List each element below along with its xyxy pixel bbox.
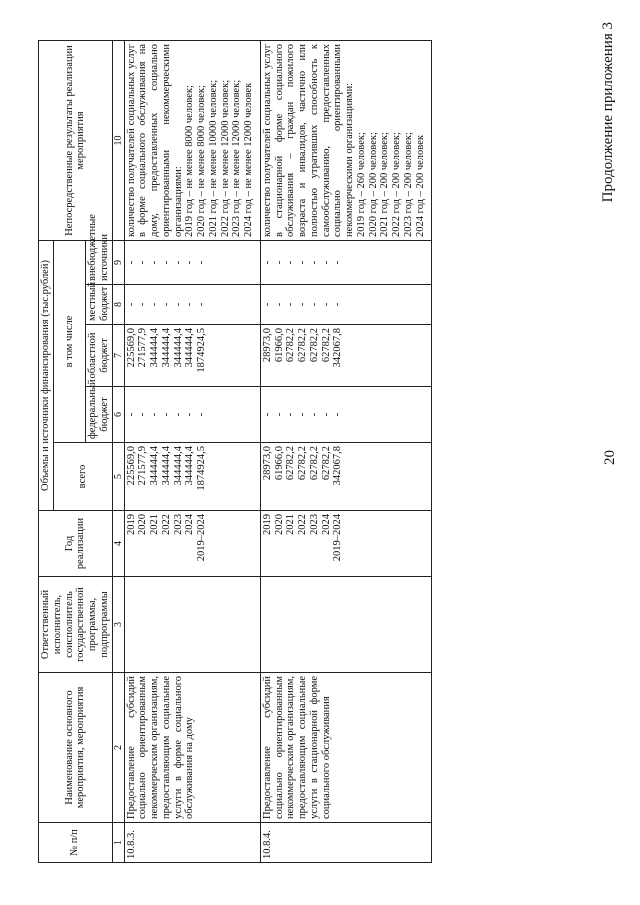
table-row: [260, 40, 427, 862]
extrabudget-cell: -: [196, 260, 208, 265]
year-cell: 2020: [273, 514, 285, 535]
federal-cell: -: [137, 412, 149, 417]
total-cell: 344444,4: [184, 446, 196, 486]
year-cell: 2023: [308, 514, 320, 535]
spacer-cell: [427, 823, 432, 863]
local-cell: -: [160, 302, 172, 307]
year-cell-list: [124, 511, 256, 577]
local-cell: -: [308, 302, 320, 307]
result-line: 2020 год – не менее 8000 человек;: [196, 85, 208, 237]
result-intro: количество получателей социальных услуг в форме социального обслуживания на дому, предоставленных социально ориентированными некоммерческими организациями:: [125, 43, 184, 237]
year-cell: 2019–2024: [196, 514, 208, 562]
total-cell-list: [124, 443, 256, 511]
header-num: № п/п: [39, 823, 113, 863]
year-cell: 2021: [149, 514, 161, 535]
local-cell: -: [149, 302, 161, 307]
result-intro: количество получателей социальных услуг в стационарной форме социального обслуживания – граждан пожилого возраста и инвалидов, частично или полностью утративших способность к самообслуживанию, предоставленных социально ориентированными некоммерческими организациями:: [261, 43, 356, 237]
local-cell: -: [184, 302, 196, 307]
extrabudget-cell: -: [332, 260, 344, 265]
local-cell: -: [285, 302, 297, 307]
spacer-cell: [427, 40, 432, 240]
total-cell: 62782,2: [285, 446, 297, 481]
regional-cell: 271577,9: [137, 328, 149, 368]
header-federal: федеральный бюджет: [86, 387, 113, 443]
local-cell-list: [260, 285, 427, 325]
federal-cell: -: [125, 412, 137, 417]
extrabudget-cell-list: [124, 240, 256, 284]
header-including: в том числе: [53, 240, 85, 442]
header-row-1: [39, 40, 54, 862]
federal-cell-list: [260, 387, 427, 443]
appendix-label: Продолжение приложения 3: [600, 22, 616, 203]
col-number: 10: [112, 40, 124, 240]
total-cell: 1874924,5: [196, 446, 208, 491]
result-line: 2023 год – не менее 12000 человек;: [231, 79, 243, 237]
regional-cell: 62782,2: [285, 328, 297, 363]
header-total: всего: [53, 443, 112, 511]
year-cell: 2019: [261, 514, 273, 535]
result-cell: [124, 40, 256, 240]
header-funding: Объемы и источники финансирования (тыс.рублей): [39, 240, 54, 510]
year-cell: 2023: [172, 514, 184, 535]
total-cell-list: [260, 443, 427, 511]
col-number: 9: [112, 240, 124, 284]
federal-cell: -: [308, 412, 320, 417]
col-number: 2: [112, 673, 124, 823]
local-cell: -: [332, 302, 344, 307]
year-cell: 2024: [320, 514, 332, 535]
federal-cell: -: [285, 412, 297, 417]
total-cell: 62782,2: [308, 446, 320, 481]
executor: [124, 577, 256, 673]
result-line: 2021 год – 200 человек;: [379, 132, 391, 237]
extrabudget-cell-list: [260, 240, 427, 284]
regional-cell: 344444,4: [172, 328, 184, 368]
column-number-row: [112, 40, 124, 862]
col-number: 6: [112, 387, 124, 443]
result-line: 2020 год – 200 человек;: [367, 132, 379, 237]
row-spacer: [427, 40, 432, 862]
year-cell: 2022: [160, 514, 172, 535]
regional-cell: 28973,0: [261, 328, 273, 363]
total-cell: 28973,0: [261, 446, 273, 481]
federal-cell-list: [124, 387, 256, 443]
extrabudget-cell: -: [125, 260, 137, 265]
local-cell: -: [261, 302, 273, 307]
year-cell-list: [260, 511, 427, 577]
col-number: 4: [112, 511, 124, 577]
header-result: Непосредственные результаты реализации мероприятия: [39, 40, 113, 240]
spacer-cell: [427, 443, 432, 511]
measure-name: Предоставление субсидий социально ориентированным некоммерческим организациям, предоставляющим социальные услуги в стационарной форме социального обслуживания: [260, 673, 427, 823]
total-cell: 344444,4: [160, 446, 172, 486]
header-local: местный бюджет: [86, 285, 113, 325]
total-cell: 62782,2: [297, 446, 309, 481]
year-cell: 2019–2024: [332, 514, 344, 562]
year-cell: 2020: [137, 514, 149, 535]
regional-cell: 225569,0: [125, 328, 137, 368]
header-year: Год реализации: [39, 511, 113, 577]
measure-name: Предоставление субсидий социально ориентированным некоммерческим организациям, предоставляющим социальные услуги в форме социального обслуживания на дому: [124, 673, 256, 823]
page-number: 20: [602, 450, 618, 465]
col-number: 3: [112, 577, 124, 673]
result-line: 2019 год – 260 человек;: [355, 132, 367, 237]
federal-cell: -: [184, 412, 196, 417]
regional-cell: 344444,4: [149, 328, 161, 368]
year-cell: 2024: [184, 514, 196, 535]
result-line: 2022 год – 200 человек;: [391, 132, 403, 237]
local-cell-list: [124, 285, 256, 325]
federal-cell: -: [196, 412, 208, 417]
local-cell: -: [273, 302, 285, 307]
total-cell: 342067,8: [332, 446, 344, 486]
regional-cell-list: [124, 325, 256, 387]
extrabudget-cell: -: [308, 260, 320, 265]
regional-cell: 342067,8: [332, 328, 344, 368]
result-line: 2024 год – 200 человек: [414, 135, 426, 237]
header-name: Наименование основного мероприятия, мероприятия: [39, 673, 113, 823]
header-executor: Ответственный исполнитель, соисполнитель государственной программы, подпрограммы: [39, 577, 113, 673]
header-regional: областной бюджет: [86, 325, 113, 387]
local-cell: -: [297, 302, 309, 307]
extrabudget-cell: -: [172, 260, 184, 265]
spacer-cell: [427, 511, 432, 577]
federal-cell: -: [297, 412, 309, 417]
extrabudget-cell: -: [273, 260, 285, 265]
spacer-cell: [427, 240, 432, 284]
regional-cell: 62782,2: [320, 328, 332, 363]
regional-cell-list: [260, 325, 427, 387]
total-cell: 344444,4: [149, 446, 161, 486]
federal-cell: -: [332, 412, 344, 417]
extrabudget-cell: -: [285, 260, 297, 265]
local-cell: -: [172, 302, 184, 307]
extrabudget-cell: -: [160, 260, 172, 265]
regional-cell: 344444,4: [184, 328, 196, 368]
extrabudget-cell: -: [297, 260, 309, 265]
col-number: 7: [112, 325, 124, 387]
spacer-cell: [427, 387, 432, 443]
year-cell: 2021: [285, 514, 297, 535]
executor: [260, 577, 427, 673]
row-number: 10.8.4.: [260, 823, 427, 863]
total-cell: 344444,4: [172, 446, 184, 486]
result-cell: [260, 40, 427, 240]
result-line: 2024 год – не менее 12000 человек: [243, 82, 255, 237]
local-cell: -: [137, 302, 149, 307]
spacer-cell: [427, 285, 432, 325]
extrabudget-cell: -: [184, 260, 196, 265]
year-cell: 2022: [297, 514, 309, 535]
extrabudget-cell: -: [149, 260, 161, 265]
federal-cell: -: [160, 412, 172, 417]
result-line: 2019 год – не менее 8000 человек;: [184, 85, 196, 237]
spacer-cell: [427, 577, 432, 673]
year-cell: 2019: [125, 514, 137, 535]
regional-cell: 1874924,5: [196, 328, 208, 373]
col-number: 1: [112, 823, 124, 863]
result-line: 2023 год – 200 человек;: [402, 132, 414, 237]
row-number: 10.8.3.: [124, 823, 256, 863]
federal-cell: -: [149, 412, 161, 417]
result-line: 2021 год – не менее 10000 человек;: [207, 79, 219, 237]
local-cell: -: [125, 302, 137, 307]
col-number: 8: [112, 285, 124, 325]
local-cell: -: [196, 302, 208, 307]
spacer-cell: [427, 673, 432, 823]
total-cell: 62782,2: [320, 446, 332, 481]
funding-table: [38, 40, 432, 863]
federal-cell: -: [172, 412, 184, 417]
federal-cell: -: [261, 412, 273, 417]
total-cell: 271577,9: [137, 446, 149, 486]
regional-cell: 62782,2: [308, 328, 320, 363]
result-line: 2022 год – не менее 12000 человек;: [219, 79, 231, 237]
total-cell: 61966,0: [273, 446, 285, 481]
federal-cell: -: [273, 412, 285, 417]
total-cell: 225569,0: [125, 446, 137, 486]
federal-cell: -: [320, 412, 332, 417]
extrabudget-cell: -: [261, 260, 273, 265]
regional-cell: 344444,4: [160, 328, 172, 368]
header-extrabudget: внебюджетные источники: [86, 240, 113, 284]
spacer-cell: [427, 325, 432, 387]
extrabudget-cell: -: [137, 260, 149, 265]
regional-cell: 61966,0: [273, 328, 285, 363]
table-row: [124, 40, 256, 862]
extrabudget-cell: -: [320, 260, 332, 265]
col-number: 5: [112, 443, 124, 511]
regional-cell: 62782,2: [297, 328, 309, 363]
local-cell: -: [320, 302, 332, 307]
